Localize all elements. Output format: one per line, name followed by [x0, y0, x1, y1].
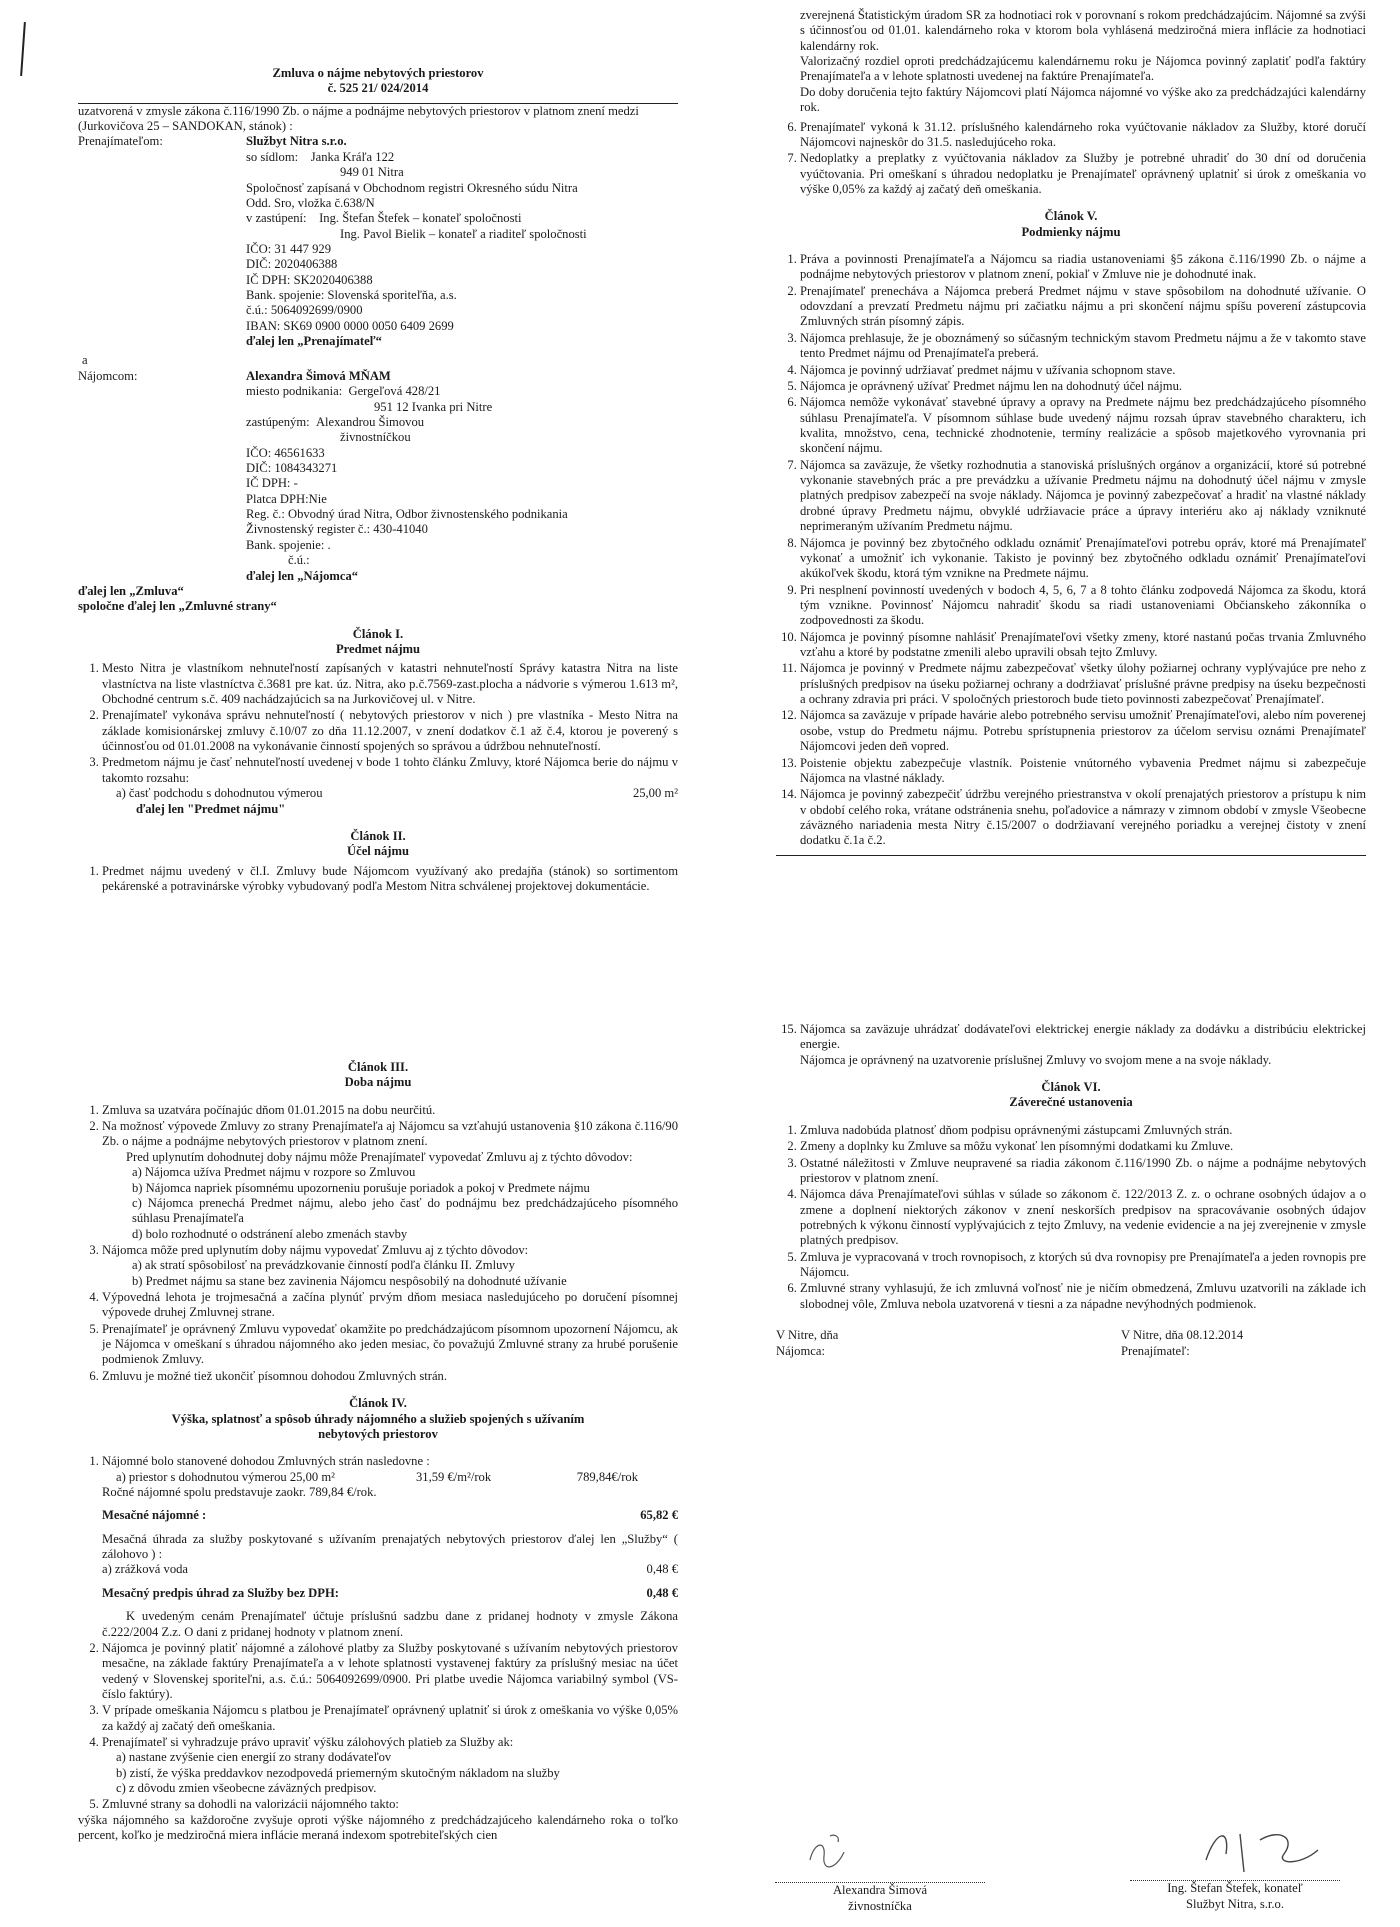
- art1-title: Predmet nájmu: [335, 641, 421, 656]
- tenant-rep-label: zastúpeným:: [246, 414, 310, 429]
- art2-heading: Článok II.: [350, 828, 406, 843]
- tenant-city: 951 12 Ivanka pri Nitre: [374, 399, 493, 414]
- signature-places: [776, 1328, 1366, 1388]
- art4-rent-sum: Ročné nájomné spolu predstavuje zaokr. 789,84 €/rok.: [102, 1484, 377, 1499]
- art4-cont-line-2: Valorizačný rozdiel oproti predchádzajúcemu kalendárnemu roku je Nájomca povinný zaplatiť podľa faktúry Prenajímateľa a v lehote splatnosti uvedenej na faktúre Prenajímateľa.: [800, 54, 1366, 84]
- art4-item-4-text: Prenajímateľ si vyhradzuje právo upraviť výšku zálohových platieb za Služby ak:: [102, 1735, 514, 1750]
- art4-services-total-row: [102, 1586, 678, 1601]
- landlord-rep1: Ing. Štefan Štefek – konateľ spoločnosti: [319, 211, 522, 226]
- art1-sub-a: [102, 786, 678, 801]
- art5-item-15b: Nájomca je oprávnený na uzatvorenie príslušnej Zmluvy vo svojom mene a na svoje náklady.: [800, 1052, 1272, 1067]
- sig1-company: Službyt Nitra, s.r.o.: [1186, 1896, 1284, 1911]
- art3-item-2-sub-b: b) Nájomca napriek písomnému upozorneniu porušuje poriadok a pokoj v Predmete nájmu: [132, 1180, 590, 1195]
- page-2: [776, 8, 1366, 948]
- tenant-rep: Alexandrou Šimovou: [315, 414, 425, 429]
- art6-title: Záverečné ustanovenia: [1009, 1095, 1133, 1110]
- art3-item-2-subs: [102, 1165, 678, 1242]
- art6-item-3: 3. Ostatné náležitosti v Zmluve neupravené sa riadia zákonom č.116/1990 Zb. o nájme a podnájme nebytových priestorov v platnom znení.: [800, 1156, 1366, 1187]
- tenant-signature-block: [760, 1882, 1000, 1914]
- art3-item-2: [102, 1119, 678, 1242]
- art3-title: Doba nájmu: [344, 1075, 412, 1090]
- art5-item-7: 7. Nájomca sa zaväzuje, že všetky rozhodnutia a stanoviská príslušných orgánov a organizácií, ktoré sú potrebné vykonanie stavebných prác a pre prevádzku a užívanie Predmetu nájmu na dohodnutý účel nájmu v zmysle platných predpisov zabezpečí na svoje náklady. Nájomca je povinný zabezpečovať a hradiť na vlastné náklady drobné úpravy Predmetu nájmu, obvyklé udržiavacie práce a úpravy interiéru ako aj náklady vzniknuté neprimeraným užívaním Predmetu nájmu.: [800, 458, 1366, 535]
- art4-heading: Článok IV.: [349, 1396, 407, 1411]
- art4-services-a-value: 0,48 €: [646, 1562, 678, 1577]
- tenant-block: [78, 369, 678, 584]
- art4-rent-rate: 31,59 €/m²/rok: [416, 1469, 492, 1484]
- art4-title: Výška, splatnosť a spôsob úhrady nájomného a služieb spojených s užívaním nebytových priestorov: [171, 1411, 585, 1441]
- art4-item-4-subs: [102, 1750, 678, 1796]
- art3-item-2-sub-a: a) Nájomca užíva Predmet nájmu v rozpore so Zmluvou: [132, 1165, 416, 1180]
- art4-item-6: 6. Prenajímateľ vykoná k 31.12. príslušného kalendárneho roka vyúčtovanie nákladov za Služby, ktoré doručí Nájomcovi najneskôr do 31.5. nasledujúceho roka.: [800, 120, 1366, 151]
- art3-list: [78, 1103, 678, 1384]
- contract-title: Zmluva o nájme nebytových priestorov: [272, 66, 484, 80]
- tenant-place-label: miesto podnikania:: [246, 384, 343, 399]
- landlord-rep2: Ing. Pavol Bielik – konateľ a riaditeľ spoločnosti: [340, 226, 587, 241]
- tenant-name: Alexandra Šimová MŇAM: [246, 368, 391, 383]
- art3-item-5: 5. Prenajímateľ je oprávnený Zmluvu vypovedať okamžite po predchádzajúcom písomnom upozornení Nájomcu, ak je Nájomca v omeškaní s úhradou nájomného ako jeden mesiac, čo považujú Zmluvné strany za hrubé porušenie podmienok Zmluvy.: [102, 1322, 678, 1368]
- art5-item-9: 9. Pri nesplnení povinností uvedených v bodoch 4, 5, 6, 7 a 8 tohto článku zodpovedá Nájomca za škodu, ktorá tým vznikne. Povinnosť Nájomcu nahradiť škodu sa riadi ustanoveniami Občianskeho zákonníka o zodpovednosti za škodu.: [800, 583, 1366, 629]
- art4-services-intro: Mesačná úhrada za služby poskytované s užívaním prenajatých nebytových priestorov ďalej len „Služby“ ( zálohovo ) :: [102, 1531, 678, 1562]
- art4-services-total-label: Mesačný predpis úhrad za Služby bez DPH:: [102, 1585, 339, 1600]
- art6-heading: Článok VI.: [1041, 1080, 1101, 1095]
- tenant-signature-scribble: [800, 1830, 870, 1880]
- art4-item-5: [78, 1797, 678, 1843]
- art4-cont-line-1: zverejnená Štatistickým úradom SR za hodnotiaci rok v porovnaní s rokom predchádzajúcim. Nájomné sa zvýši s účinnosťou od 01.01. kalendárneho roka v ktorom bola vyhlásená medziročná miera inflácie za hodnotiaci kalendárny rok.: [800, 8, 1366, 53]
- page-1: [78, 66, 678, 966]
- art3-item-2-cont: Pred uplynutím dohodnutej doby nájmu môže Prenajímateľ vypovedať Zmluvu aj z týchto dôvodov:: [126, 1149, 633, 1164]
- art3-item-2-sub-d: d) bolo rozhodnuté o odstránení alebo zmenách stavby: [132, 1226, 408, 1241]
- art5-item-8: 8. Nájomca je povinný bez zbytočného odkladu oznámiť Prenajímateľovi potrebu opráv, ktoré má Prenajímateľ vykonať a umožniť ich vykonanie. Takisto je povinný bez zbytočného odkladu oznámiť Prenajímateľovi akúkoľvek škodu, ktorá tým vznikne na Predmete nájmu.: [800, 536, 1366, 582]
- art4-services-a-label: a) zrážková voda: [102, 1562, 189, 1577]
- parties-alias: spoločne ďalej len „Zmluvné strany“: [78, 599, 277, 614]
- art4-item-2: 2. Nájomca je povinný platiť nájomné a zálohové platby za Služby poskytované s užívaním nebytových priestorov mesačne, na základe faktúry Prenajímateľa a v lehote splatnosti vystavenej faktúry za príslušný mesiac na účet vedený v Slovenskej sporiteľni, a.s. č.ú.: 5064092699/0900. Pri platbe uvedie Nájomca variabilný symbol (VS- číslo faktúry).: [102, 1641, 678, 1702]
- landlord-block: [78, 134, 678, 349]
- art4-item-4-sub-b: b) zistí, že výška preddavkov nezodpovedá priemerným skutočným nákladom na služby: [116, 1765, 560, 1780]
- tenant-icdph: IČ DPH: -: [246, 476, 298, 491]
- art6-list: [776, 1123, 1366, 1312]
- art5-item-6: 6. Nájomca nemôže vykonávať stavebné úpravy a opravy na Predmete nájmu bez predchádzajúceho písomného súhlasu Prenajímateľa. V písomnom súhlase bude uvedený nájmu rozsah úprav stavebného charakteru, ich kvalita, množstvo, cena, technické zhodnotenie, termíny realizácie a spôsob majetkového vyrovnania pri skončení nájmu.: [800, 395, 1366, 456]
- art3-item-6: 6. Zmluvu je možné tiež ukončiť písomnou dohodou Zmluvných strán.: [102, 1369, 678, 1384]
- sig1-name: Ing. Štefan Štefek, konateľ: [1167, 1881, 1303, 1895]
- landlord-dic: DIČ: 2020406388: [246, 257, 338, 272]
- tenant-sign-label: Nájomca:: [776, 1344, 825, 1359]
- tenant-alias: ďalej len „Nájomca“: [246, 568, 359, 583]
- art4-monthly-label: Mesačné nájomné :: [102, 1508, 207, 1523]
- art4-monthly-value: 65,82 €: [640, 1508, 678, 1523]
- art3-item-1: 1. Zmluva sa uzatvára počínajúc dňom 01.01.2015 na dobu neurčitú.: [102, 1103, 678, 1118]
- art3-heading: Článok III.: [347, 1060, 409, 1074]
- tenant-vat: Platca DPH:Nie: [246, 491, 327, 506]
- art4-cont-list: [776, 120, 1366, 198]
- landlord-city: 949 01 Nitra: [340, 165, 404, 180]
- landlord-sign-label: Prenajímateľ:: [1121, 1344, 1190, 1359]
- contract-number: č. 525 21/ 024/2014: [327, 81, 429, 96]
- tenant-reg: Reg. č.: Obvodný úrad Nitra, Odbor živnostenského podnikania: [246, 507, 568, 522]
- art1-item-1: 1. Mesto Nitra je vlastníkom nehnuteľností zapísaných v katastri nehnuteľností Správy katastra Nitra na liste vlastníctva na liste vlastníctva č.3681 pre kat. úz. Nitra, ako p.č.7569-zast.plocha a nádvorie s výmerou 1.613 m², Obchodné centrum s.č. 409 nachádzajúcich sa na Jurkovičovej ul. v Nitre.: [102, 661, 678, 707]
- art1-item-3-text: Predmetom nájmu je časť nehnuteľností uvedenej v bode 1 tohto článku Zmluvy, ktoré Nájomca berie do nájmu v takomto rozsahu:: [102, 755, 678, 785]
- art4-rent-label: a) priestor s dohodnutou výmerou 25,00 m²: [116, 1469, 335, 1484]
- art1-heading: Článok I.: [352, 626, 404, 641]
- art4-cont-line-3: Do doby doručenia tejto faktúry Nájomcovi platí Nájomca nájomné vo výške ako za predchádzajúci kalendárny rok.: [800, 84, 1366, 115]
- landlord-icdph: IČ DPH: SK2020406388: [246, 272, 373, 287]
- page-3: [78, 1060, 678, 1927]
- contract-alias: ďalej len „Zmluva“: [78, 583, 184, 598]
- art5-item-4: 4. Nájomca je povinný udržiavať predmet nájmu v užívania schopnom stave.: [800, 363, 1366, 378]
- page-2-bottom-rule: [776, 855, 1366, 856]
- art6-item-2: 2. Zmeny a doplnky ku Zmluve sa môžu vykonať len písomnými dodatkami ku Zmluve.: [800, 1139, 1366, 1154]
- landlord-label: Prenajímateľom:: [78, 134, 163, 149]
- art1-item-3: [102, 755, 678, 816]
- and-word: a: [82, 353, 88, 368]
- art5-heading: Článok V.: [1044, 209, 1098, 224]
- art5-item-11: 11. Nájomca je povinný v Predmete nájmu zabezpečovať všetky úlohy požiarnej ochrany vyplývajúce pre neho z príslušných predpisov na úseku požiarnej ochrany a dodržiavať príslušné právne predpisy na úseku bezpečnosti a ochrany zdravia pri práci. V spoločných priestoroch bude tieto povinnosti zabezpečovať Prenajímateľ.: [800, 661, 1366, 707]
- landlord-bank: Bank. spojenie: Slovenská sporiteľňa, a.s.: [246, 288, 457, 303]
- landlord-register2: Odd. Sro, vložka č.638/N: [246, 195, 375, 210]
- place-left: V Nitre, dňa: [776, 1328, 839, 1343]
- landlord-signature-block-1: [1110, 1880, 1360, 1912]
- art6-item-5: 5. Zmluva je vypracovaná v troch rovnopisoch, z ktorých sú dva rovnopisy pre Prenajímateľa a jeden rovnopis pre Nájomcu.: [800, 1250, 1366, 1281]
- art4-item-7: 7. Nedoplatky a preplatky z vyúčtovania nákladov za Služby je potrebné uhradiť do 30 dní od doručenia vyúčtovania. Pri omeškaní s úhradou nedoplatku je Prenajímateľ oprávnený uplatniť si úrok z omeškania vo výške 0,05% za každý aj začatý deň omeškania.: [800, 151, 1366, 197]
- landlord-rep-label: v zastúpení:: [246, 211, 307, 226]
- art4-item-3: 3. V prípade omeškania Nájomcu s platbou je Prenajímateľ oprávnený uplatniť si úrok z omeškania vo výške 0,05% za každý aj začatý deň omeškania.: [102, 1703, 678, 1734]
- art5-item-15-text: Nájomca sa zaväzuje uhrádzať dodávateľovi elektrickej energie náklady za dodávku a distribúciu elektrickej energie.: [800, 1022, 1366, 1052]
- art3-item-3-subs: [102, 1258, 678, 1289]
- art1-sub-alias: ďalej len "Predmet nájmu": [136, 801, 286, 816]
- art6-item-1: 1. Zmluva nadobúda platnosť dňom podpisu oprávnenými zástupcami Zmluvných strán.: [800, 1123, 1366, 1138]
- landlord-street: Janka Kráľa 122: [310, 149, 395, 164]
- art4-services-total-value: 0,48 €: [646, 1585, 678, 1600]
- art4-item-4: [102, 1735, 678, 1796]
- landlord-ico: IČO: 31 447 929: [246, 241, 332, 256]
- art4-rent-total: 789,84€/rok: [576, 1469, 638, 1484]
- art4-item-4-sub-a: a) nastane zvýšenie cien energií zo strany dodávateľov: [116, 1750, 392, 1765]
- art5-item-2: 2. Prenajímateľ prenecháva a Nájomca preberá Predmet nájmu v stave spôsobilom na dohodnuté užívanie. O odovzdaní a prevzatí Predmetu nájmu pri začiatku nájmu a pri skončení nájmu spíšu poverení zástupcovia Zmluvných strán písomný zápis.: [800, 284, 1366, 330]
- place-right: V Nitre, dňa 08.12.2014: [1121, 1328, 1244, 1343]
- art3-item-3: [102, 1243, 678, 1289]
- art5-item-1: 1. Práva a povinnosti Prenajímateľa a Nájomcu sa riadia ustanoveniami §5 zákona č.116/1990 Zb. o nájme a podnájme nebytových priestorov v platnom znení, pokiaľ v Zmluve nie je dohodnuté inak.: [800, 252, 1366, 283]
- art3-item-4: 4. Výpovedná lehota je trojmesačná a začína plynúť prvým dňom mesiaca nasledujúceho po doručení písomnej výpovede druhej Zmluvnej strane.: [102, 1290, 678, 1321]
- art5-list: [776, 252, 1366, 849]
- art3-item-3-sub-a: a) ak stratí spôsobilosť na prevádzkovanie činností podľa článku II. Zmluvy: [132, 1258, 515, 1273]
- art4-item-4-sub-c: c) z dôvodu zmien všeobecne záväzných predpisov.: [116, 1781, 377, 1796]
- art4-list: [78, 1454, 678, 1843]
- art2-list: [78, 864, 678, 895]
- contract-intro: uzatvorená v zmysle zákona č.116/1990 Zb. o nájme a podnájme nebytových priestorov v platnom znení medzi (Jurkovičova 25 – SANDOKAN, stánok) :: [78, 103, 639, 134]
- art5-item-13: 13. Poistenie objektu zabezpečuje vlastník. Poistenie vnútorného vybavenia Predmet nájmu si zabezpečuje Nájomca na vlastné náklady.: [800, 756, 1366, 787]
- landlord-register: Spoločnosť zapísaná v Obchodnom registri Okresného súdu Nitra: [246, 180, 578, 195]
- landlord-iban: IBAN: SK69 0900 0000 0050 6409 2699: [246, 318, 454, 333]
- art4-item-5-text: Zmluvné strany sa dohodli na valorizácii nájomného takto:: [102, 1797, 399, 1812]
- art5-item-12: 12. Nájomca sa zaväzuje v prípade havárie alebo potrebného servisu umožniť Prenajímateľovi, alebo ním poverenej osobe, vstup do Predmetu nájmu. Potrebu sprístupnenia priestorov za účelom servisu oznámi Prenajímateľ Nájomcovi jeden deň vopred.: [800, 708, 1366, 754]
- art3-item-2-text: Na možnosť výpovede Zmluvy zo strany Prenajímateľa aj Nájomcu sa vzťahujú ustanovenia §10 zákona č.116/90 Zb. o nájme a podnájme nebytových priestorov v platnom znení.: [102, 1119, 678, 1149]
- tenant-label: Nájomcom:: [78, 368, 138, 383]
- tenant-ico: IČO: 46561633: [246, 445, 325, 460]
- page-4: [776, 1018, 1366, 1927]
- art5-cont-list: [776, 1022, 1366, 1068]
- art3-item-3-sub-b: b) Predmet nájmu sa stane bez zavinenia Nájomcu nespôsobilý na dohodnuté užívanie: [132, 1273, 567, 1288]
- art1-list: [78, 661, 678, 817]
- landlord-signature-scribble: [1200, 1820, 1330, 1880]
- art5-title: Podmienky nájmu: [1021, 224, 1121, 239]
- art1-item-2: 2. Prenajímateľ vykonáva správu nehnuteľností ( nebytových priestorov v nich ) pre vlastníka - Mesto Nitra na základe komisionárskej zmluvy č.10/07 zo dňa 11.12.2007, v znení dodatkov č.1 až č.4, ktorou je poverený s účinnosťou od 01.01.2008 na vykonávanie činností spojených so správou a údržbou nehnuteľností.: [102, 708, 678, 754]
- art4-vat-note: K uvedeným cenám Prenajímateľ účtuje príslušnú sadzbu dane z pridanej hodnoty v zmysle Zákona č.222/2004 Z.z. O dani z pridanej hodnoty v platnom znení.: [102, 1609, 678, 1639]
- art3-item-2-sub-c: c) Nájomca prenechá Predmet nájmu, alebo jeho časť do podnájmu bez predchádzajúceho písomného súhlasu Prenajímateľa: [132, 1195, 678, 1226]
- art6-item-6: 6. Zmluvné strany vyhlasujú, že ich zmluvná voľnosť nie je ničím obmedzená, Zmluvu uzatvorili na základe ich slobodnej vôle, Zmluva nebola uzatvorená v tiesni a za nápadne nevýhodných podmienok.: [800, 1281, 1366, 1312]
- margin-pen-mark: [20, 22, 26, 76]
- tenant-rep2: živnostníčkou: [340, 430, 411, 445]
- art5-item-5: 5. Nájomca je oprávnený užívať Predmet nájmu len na dohodnutý účel nájmu.: [800, 379, 1366, 394]
- art4-services-a-row: [102, 1562, 678, 1577]
- landlord-alias: ďalej len „Prenajímateľ“: [246, 334, 382, 349]
- art5-item-10: 10. Nájomca je povinný písomne nahlásiť Prenajímateľovi všetky zmeny, ktoré nastanú počas trvania Zmluvného vzťahu a ktoré by podstatne zmenili alebo upravili obsah tejto Zmluvy.: [800, 630, 1366, 661]
- tenant-sign-role: živnostníčka: [848, 1898, 912, 1913]
- landlord-seat-label: so sídlom:: [246, 149, 299, 164]
- tenant-sign-name: Alexandra Šimová: [832, 1883, 928, 1897]
- tenant-dic: DIČ: 1084343271: [246, 460, 338, 475]
- art4-rent-row: [102, 1470, 678, 1485]
- art4-monthly-row: [102, 1508, 678, 1523]
- tenant-street: Gergeľová 428/21: [348, 384, 441, 399]
- tenant-trade: Živnostenský register č.: 430-41040: [246, 522, 428, 537]
- art5-item-14: 14. Nájomca je povinný zabezpečiť údržbu verejného priestranstva v okolí prenajatých priestorov a prístupu k nim v období celého roka, vrátane odstránenia snehu, poľadovice a námrazy v zimnom období v zmysle Všeobecne záväzného nariadenia mesta Nitry č.15/2007 o dodržiavaní verejného poriadku a verejnej čistoty v znení dodatku č.1a č.2.: [800, 787, 1366, 848]
- art6-item-4: 4. Nájomca dáva Prenajímateľovi súhlas v súlade so zákonom č. 122/2013 Z. z. o ochrane osobných údajov a o zmene a doplnení niektorých zákonov v znení neskorších predpisov na spracovávanie osobných údajov potrebných k výkonu činností vyplývajúcich z tejto Zmluvy, na vedenie evidencie a na jej zverejnenie v zmysle platných predpisov.: [800, 1187, 1366, 1248]
- landlord-name: Službyt Nitra s.r.o.: [246, 134, 347, 149]
- art1-sub-a-value: 25,00 m²: [632, 786, 678, 801]
- art4-item-1-text: Nájomné bolo stanovené dohodou Zmluvných strán nasledovne :: [102, 1454, 430, 1469]
- tenant-account: č.ú.:: [288, 553, 310, 568]
- art4-item-5-cont: výška nájomného sa každoročne zvyšuje oproti výške nájomného z predchádzajúceho kalendárneho roka o toľko percent, koľko je medziročná miera inflácie meraná indexom spotrebiteľských cien: [78, 1812, 678, 1843]
- art2-title: Účel nájmu: [347, 844, 409, 859]
- art5-item-3: 3. Nájomca prehlasuje, že je oboznámený so súčasným technickým stavom Predmetu nájmu a že v takomto stave tento Predmet nájmu od Prenajímateľa preberá.: [800, 331, 1366, 362]
- landlord-account: č.ú.: 5064092699/0900: [246, 303, 363, 318]
- tenant-bank: Bank. spojenie: .: [246, 537, 331, 552]
- art3-item-3-text: Nájomca môže pred uplynutím doby nájmu vypovedať Zmluvu aj z týchto dôvodov:: [102, 1242, 529, 1257]
- art1-sub-a-label: a) časť podchodu s dohodnutou výmerou: [116, 786, 323, 801]
- art4-item-1: [102, 1454, 678, 1640]
- art2-item-1: 1. Predmet nájmu uvedený v čl.I. Zmluvy bude Nájomcom využívaný ako predajňa (stánok) so sortimentom pekárenské a potravinárske výrobky vybudovaný podľa Mestom Nitra schválenej projektovej dokumentácie.: [102, 864, 678, 895]
- art5-item-15: [800, 1022, 1366, 1068]
